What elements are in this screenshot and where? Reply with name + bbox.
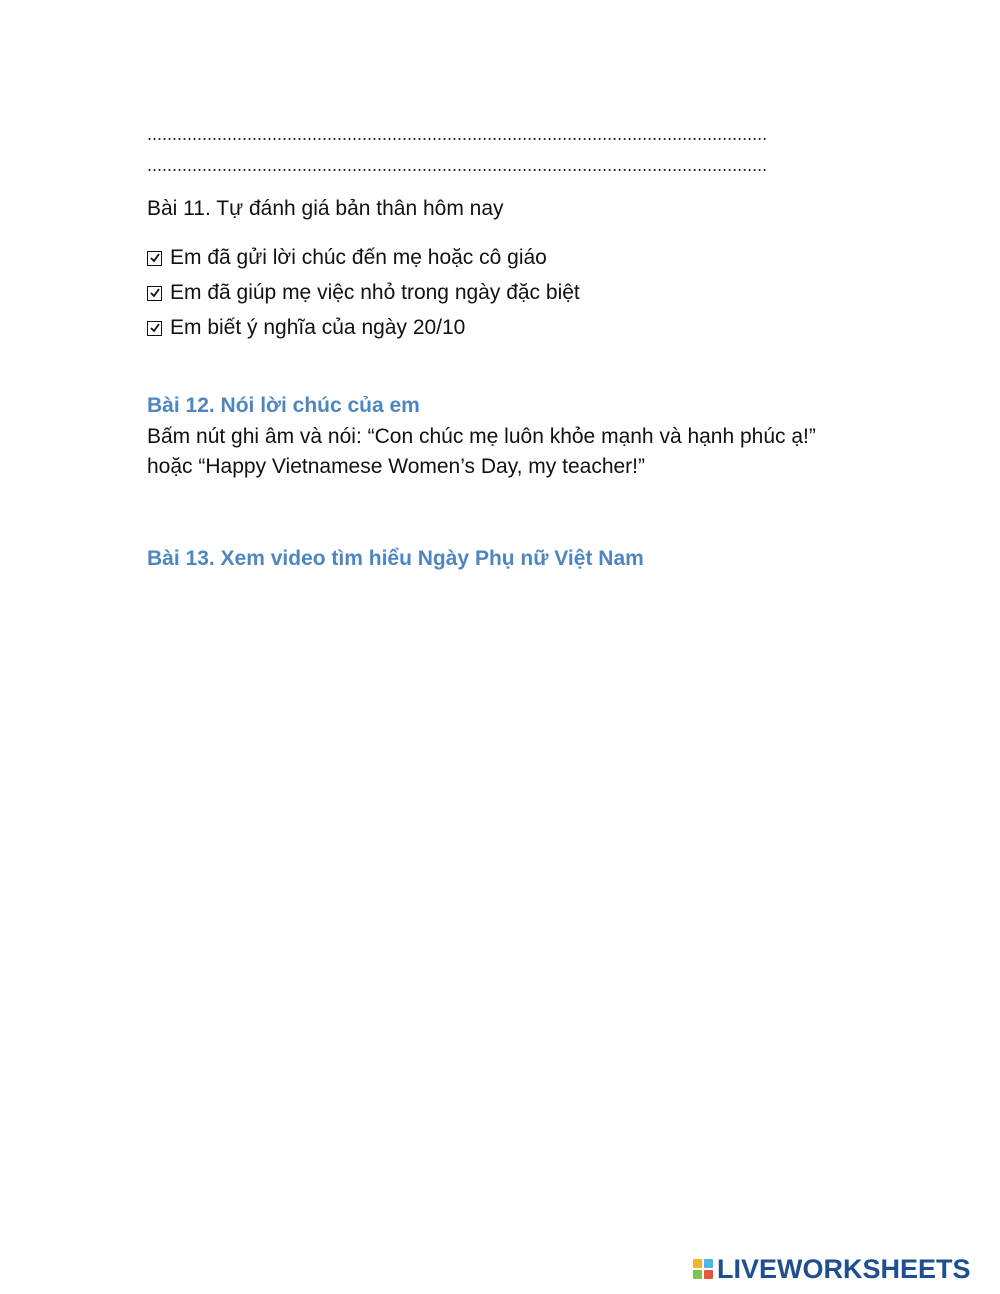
checked-checkbox-icon[interactable] [147, 321, 162, 336]
checked-checkbox-icon[interactable] [147, 286, 162, 301]
checklist-item[interactable] [147, 243, 547, 273]
bai12-title: Bài 12. Nói lời chúc của em [147, 394, 420, 417]
bai12-instructions: Bấm nút ghi âm và nói: “Con chúc mẹ luôn khỏe mạnh và hạnh phúc ạ!” hoặc “Happy Vietnamese Women’s Day, my teacher!” [147, 425, 816, 478]
answer-dotted-line-2[interactable]: ............................................................................................................................ [147, 155, 768, 175]
logo-text: LIVEWORKSHEETS [717, 1254, 971, 1284]
checklist-item-label: Em đã gửi lời chúc đến mẹ hoặc cô giáo [170, 246, 547, 269]
logo-square-yellow [693, 1259, 702, 1268]
bai13-title: Bài 13. Xem video tìm hiểu Ngày Phụ nữ Việt Nam [147, 547, 644, 570]
logo-square-red [704, 1270, 713, 1279]
liveworksheets-logo [693, 1255, 971, 1283]
answer-dotted-line-1[interactable]: ............................................................................................................................ [147, 124, 768, 144]
checklist-item-label: Em biết ý nghĩa của ngày 20/10 [170, 316, 466, 339]
checklist-item[interactable] [147, 278, 580, 308]
checklist-item-label: Em đã giúp mẹ việc nhỏ trong ngày đặc biệt [170, 281, 580, 304]
bai11-title: Bài 11. Tự đánh giá bản thân hôm nay [147, 197, 504, 220]
liveworksheets-logo-icon [693, 1259, 713, 1279]
logo-square-blue [704, 1259, 713, 1268]
checklist-item[interactable] [147, 313, 465, 343]
logo-square-green [693, 1270, 702, 1279]
checked-checkbox-icon[interactable] [147, 251, 162, 266]
